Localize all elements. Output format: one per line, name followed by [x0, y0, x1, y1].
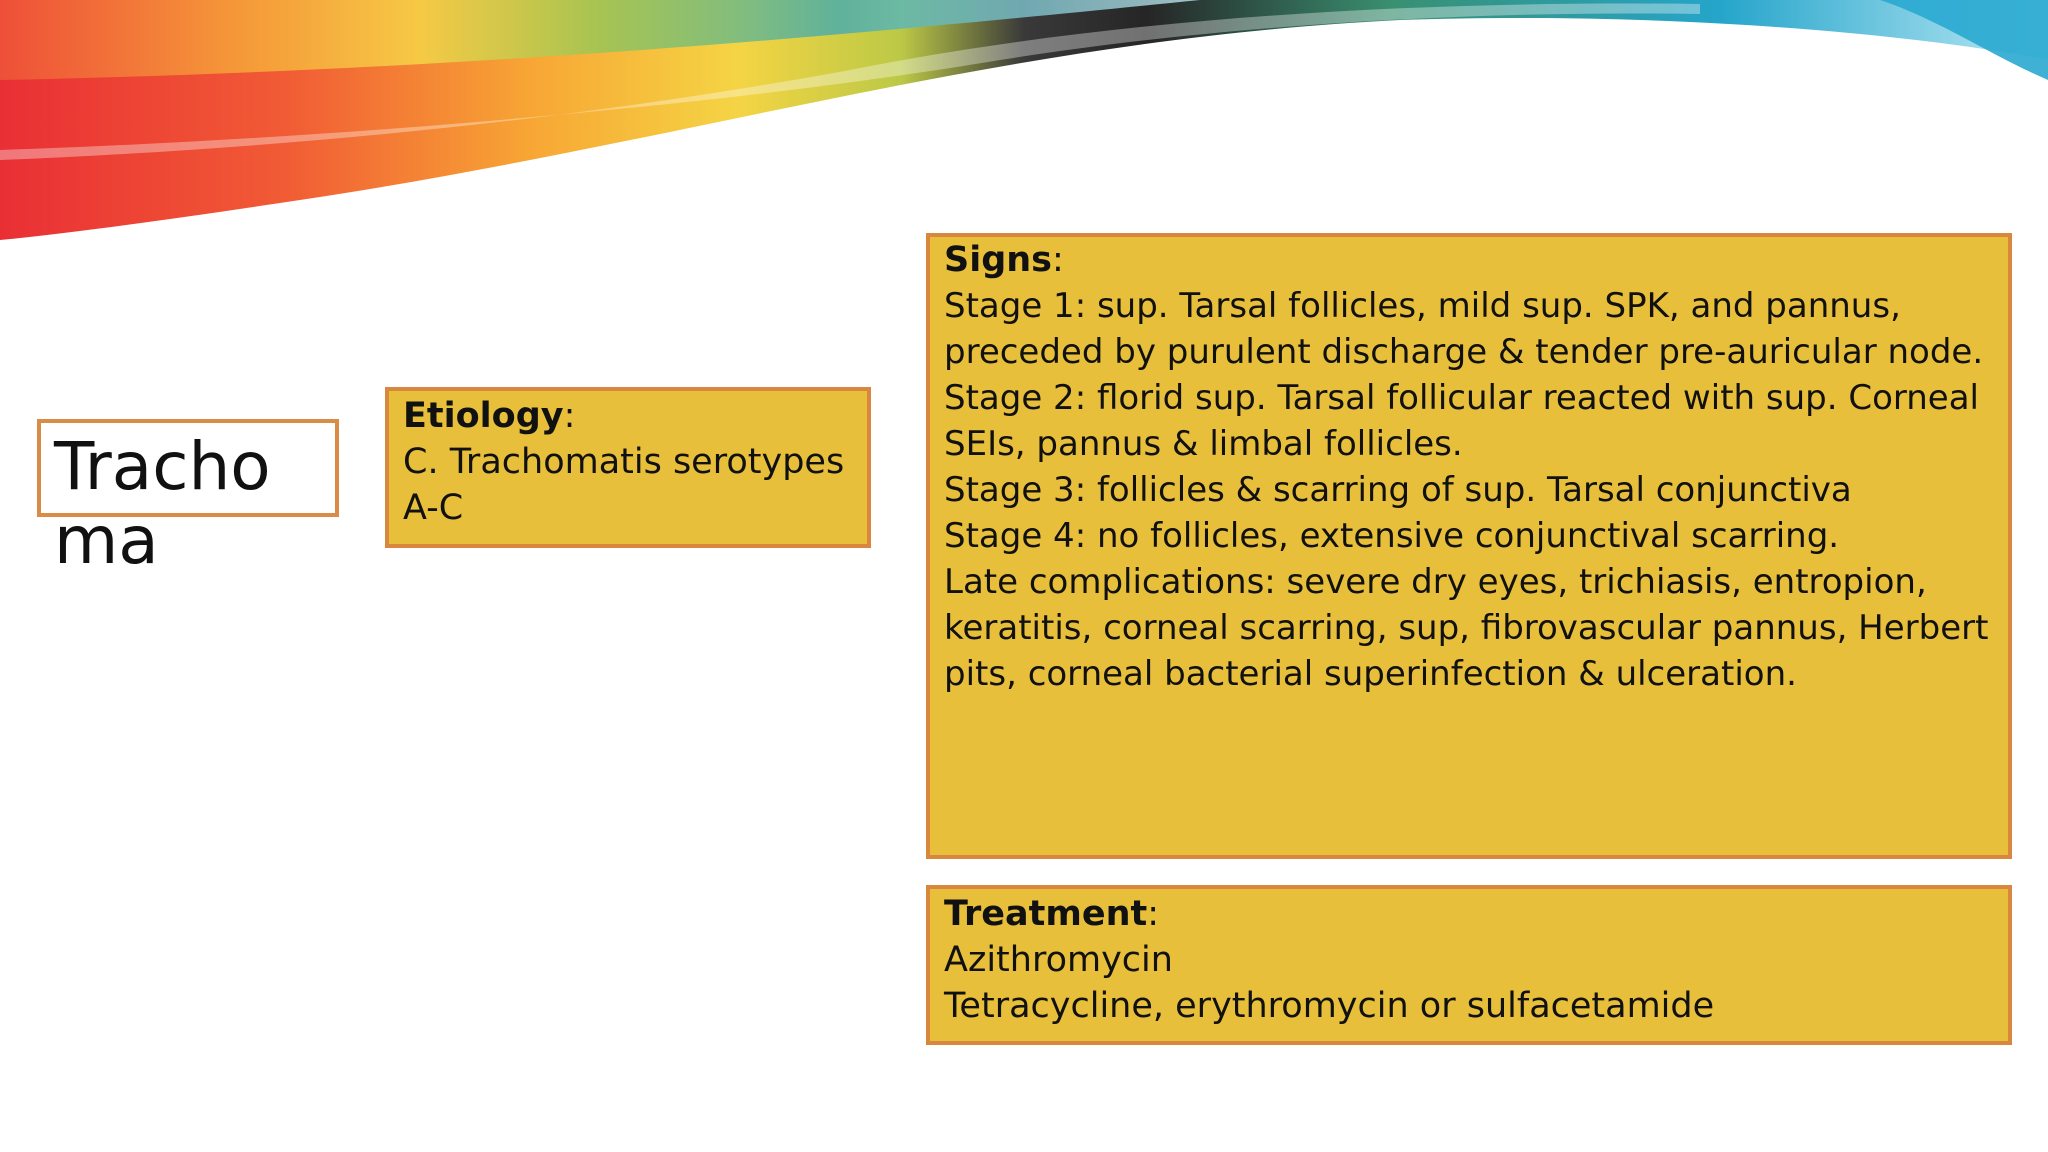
- signs-line: Late complications: severe dry eyes, trichiasis, entropion,: [944, 562, 1927, 602]
- signs-line: preceded by purulent discharge & tender pre-auricular node.: [944, 332, 1984, 372]
- signs-line: Stage 2: florid sup. Tarsal follicular reacted with sup. Corneal: [944, 378, 1980, 418]
- etiology-heading-label: Etiology: [403, 396, 564, 436]
- slide-title: Trachoma: [54, 428, 271, 579]
- etiology-line: C. Trachomatis serotypes: [403, 442, 845, 482]
- signs-heading: Signs:: [944, 240, 1064, 280]
- signs-line: Stage 4: no follicles, extensive conjunctival scarring.: [944, 516, 1840, 556]
- signs-line: SEIs, pannus & limbal follicles.: [944, 424, 1463, 464]
- signs-box: [926, 233, 2012, 859]
- signs-line: Stage 1: sup. Tarsal follicles, mild sup. SPK, and pannus,: [944, 286, 1901, 326]
- treatment-heading-label: Treatment: [944, 894, 1148, 934]
- etiology-box: [385, 387, 871, 548]
- rainbow-swoosh-decoration: [0, 0, 2048, 260]
- treatment-line: Tetracycline, erythromycin or sulfacetamide: [944, 986, 1715, 1026]
- signs-line: pits, corneal bacterial superinfection & ulceration.: [944, 654, 1797, 694]
- etiology-heading: Etiology:: [403, 396, 576, 436]
- signs-heading-label: Signs: [944, 240, 1053, 280]
- signs-line: keratitis, corneal scarring, sup, fibrovascular pannus, Herbert: [944, 608, 1989, 648]
- treatment-box: [926, 885, 2012, 1045]
- treatment-line: Azithromycin: [944, 940, 1173, 980]
- etiology-line: A-C: [403, 488, 464, 528]
- treatment-heading: Treatment:: [944, 894, 1160, 934]
- signs-line: Stage 3: follicles & scarring of sup. Tarsal conjunctiva: [944, 470, 1852, 510]
